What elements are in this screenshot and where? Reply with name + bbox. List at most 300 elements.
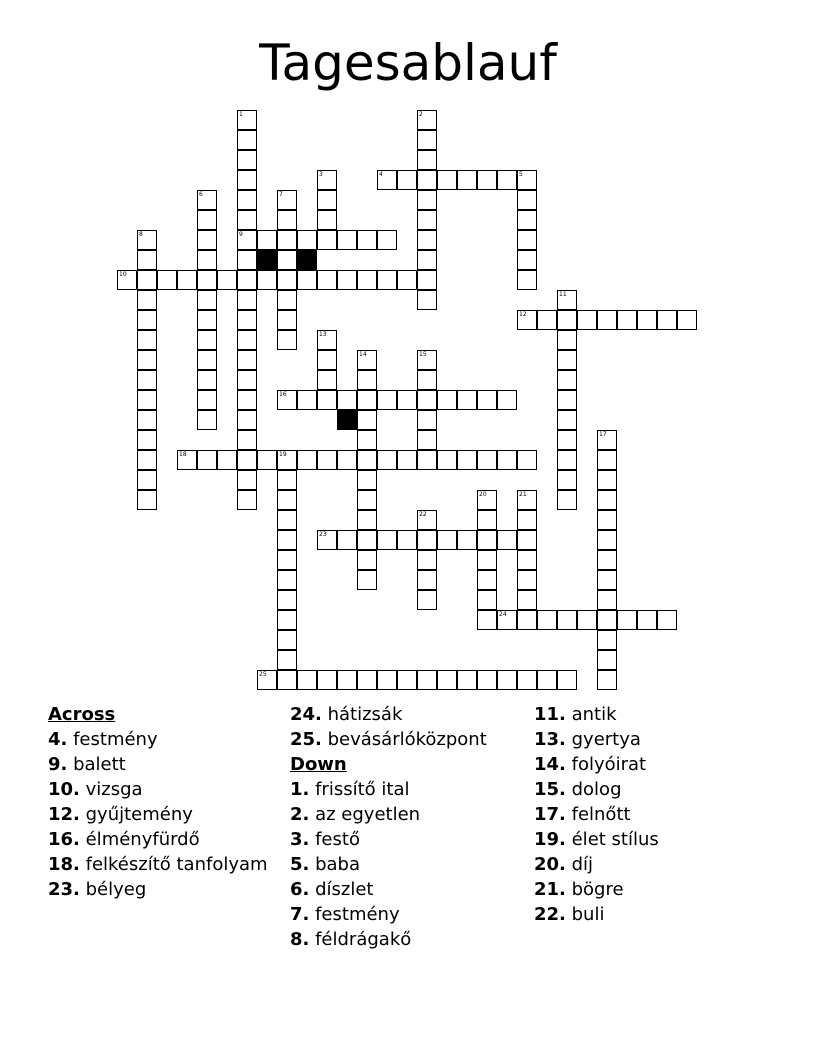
clue-number: 21 [519, 491, 527, 498]
grid-cell[interactable] [557, 330, 577, 350]
grid-cell[interactable] [137, 270, 157, 290]
grid-cell[interactable] [557, 470, 577, 490]
grid-cell[interactable] [417, 230, 437, 250]
grid-cell[interactable] [337, 670, 357, 690]
clue-text: felkészítő tanfolyam [79, 854, 268, 875]
grid-cell[interactable] [317, 390, 337, 410]
grid-cell[interactable] [277, 630, 297, 650]
grid-cell[interactable] [277, 190, 297, 210]
grid-cell[interactable] [417, 250, 437, 270]
grid-cell[interactable] [657, 310, 677, 330]
clue-item [290, 902, 530, 927]
grid-cell[interactable] [237, 470, 257, 490]
clue-item [290, 827, 530, 852]
grid-cell[interactable] [237, 290, 257, 310]
grid-cell[interactable] [277, 650, 297, 670]
grid-cell[interactable] [417, 270, 437, 290]
grid-cell[interactable] [197, 410, 217, 430]
clue-item [290, 802, 530, 827]
grid-cell[interactable] [317, 330, 337, 350]
grid-cell[interactable] [297, 270, 317, 290]
grid-cell[interactable] [597, 630, 617, 650]
grid-cell[interactable] [597, 550, 617, 570]
grid-cell[interactable] [237, 310, 257, 330]
grid-cell[interactable] [517, 450, 537, 470]
grid-cell[interactable] [657, 610, 677, 630]
grid-cell[interactable] [357, 390, 377, 410]
grid-cell[interactable] [417, 390, 437, 410]
grid-cell[interactable] [237, 430, 257, 450]
grid-cell[interactable] [597, 430, 617, 450]
grid-cell[interactable] [437, 390, 457, 410]
grid-cell[interactable] [137, 290, 157, 310]
grid-cell[interactable] [517, 510, 537, 530]
grid-cell[interactable] [157, 270, 177, 290]
clue-number-label: 5. [290, 854, 310, 875]
grid-cell[interactable] [237, 330, 257, 350]
grid-cell[interactable] [417, 350, 437, 370]
grid-cell[interactable] [577, 310, 597, 330]
grid-cell[interactable] [137, 310, 157, 330]
grid-cell[interactable] [317, 350, 337, 370]
grid-cell[interactable] [357, 270, 377, 290]
grid-cell[interactable] [417, 410, 437, 430]
clue-number-label: 13. [534, 729, 566, 750]
grid-cell[interactable] [517, 610, 537, 630]
grid-cell[interactable] [597, 570, 617, 590]
clue-number-label: 17. [534, 804, 566, 825]
grid-cell[interactable] [557, 610, 577, 630]
grid-cell[interactable] [517, 210, 537, 230]
clue-text: frissítő ital [309, 779, 410, 800]
grid-cell[interactable] [417, 210, 437, 230]
grid-cell[interactable] [237, 410, 257, 430]
grid-cell[interactable] [277, 450, 297, 470]
grid-cell[interactable] [477, 450, 497, 470]
clue-number: 18 [179, 451, 187, 458]
grid-cell[interactable] [557, 310, 577, 330]
grid-cell[interactable] [557, 390, 577, 410]
grid-cell[interactable] [477, 170, 497, 190]
grid-cell[interactable] [437, 530, 457, 550]
grid-cell[interactable] [237, 110, 257, 130]
grid-cell[interactable] [137, 370, 157, 390]
grid-cell[interactable] [277, 490, 297, 510]
grid-cell[interactable] [137, 230, 157, 250]
clue-number-label: 8. [290, 929, 310, 950]
grid-cell[interactable] [357, 350, 377, 370]
grid-cell[interactable] [397, 670, 417, 690]
grid-cell[interactable] [277, 670, 297, 690]
grid-cell[interactable] [497, 450, 517, 470]
grid-cell[interactable] [397, 530, 417, 550]
page-title: Tagesablauf [259, 34, 557, 92]
clue-text: balett [67, 754, 126, 775]
grid-block [337, 410, 357, 430]
grid-cell[interactable] [417, 450, 437, 470]
grid-cell[interactable] [197, 330, 217, 350]
grid-cell[interactable] [417, 290, 437, 310]
grid-cell[interactable] [277, 570, 297, 590]
grid-cell[interactable] [177, 270, 197, 290]
grid-cell[interactable] [457, 670, 477, 690]
grid-cell[interactable] [237, 190, 257, 210]
grid-cell[interactable] [597, 530, 617, 550]
grid-cell[interactable] [357, 470, 377, 490]
grid-cell[interactable] [417, 590, 437, 610]
grid-cell[interactable] [477, 590, 497, 610]
grid-cell[interactable] [117, 270, 137, 290]
grid-cell[interactable] [497, 390, 517, 410]
grid-cell[interactable] [357, 550, 377, 570]
clue-number: 2 [419, 111, 423, 118]
grid-cell[interactable] [477, 570, 497, 590]
grid-cell[interactable] [537, 610, 557, 630]
grid-cell[interactable] [357, 410, 377, 430]
grid-cell[interactable] [137, 470, 157, 490]
grid-cell[interactable] [317, 210, 337, 230]
clue-number: 22 [419, 511, 427, 518]
grid-cell[interactable] [597, 510, 617, 530]
grid-cell[interactable] [137, 350, 157, 370]
grid-cell[interactable] [477, 490, 497, 510]
clue-number-label: 25. [290, 729, 322, 750]
grid-cell[interactable] [597, 670, 617, 690]
grid-cell[interactable] [317, 230, 337, 250]
clue-text: festmény [67, 729, 158, 750]
grid-cell[interactable] [337, 270, 357, 290]
clue-item [534, 777, 774, 802]
grid-cell[interactable] [317, 370, 337, 390]
grid-cell[interactable] [257, 230, 277, 250]
grid-cell[interactable] [237, 210, 257, 230]
grid-cell[interactable] [197, 210, 217, 230]
grid-cell[interactable] [557, 350, 577, 370]
grid-cell[interactable] [637, 610, 657, 630]
grid-cell[interactable] [377, 230, 397, 250]
grid-cell[interactable] [297, 390, 317, 410]
grid-cell[interactable] [217, 450, 237, 470]
clue-item [48, 777, 278, 802]
clue-number: 8 [139, 231, 143, 238]
grid-cell[interactable] [597, 650, 617, 670]
grid-cell[interactable] [537, 670, 557, 690]
grid-cell[interactable] [317, 270, 337, 290]
grid-cell[interactable] [277, 590, 297, 610]
grid-cell[interactable] [397, 390, 417, 410]
grid-cell[interactable] [337, 230, 357, 250]
grid-cell[interactable] [517, 550, 537, 570]
clue-number-label: 4. [48, 729, 68, 750]
grid-cell[interactable] [377, 170, 397, 190]
grid-cell[interactable] [517, 590, 537, 610]
grid-cell[interactable] [477, 390, 497, 410]
grid-cell[interactable] [457, 170, 477, 190]
grid-block [257, 250, 277, 270]
grid-cell[interactable] [137, 490, 157, 510]
grid-cell[interactable] [417, 170, 437, 190]
clue-item [48, 727, 278, 752]
clue-number: 24 [499, 611, 507, 618]
clue-number-label: 12. [48, 804, 80, 825]
grid-cell[interactable] [477, 670, 497, 690]
grid-cell[interactable] [517, 530, 537, 550]
grid-cell[interactable] [257, 670, 277, 690]
grid-cell[interactable] [557, 290, 577, 310]
clue-number-label: 20. [534, 854, 566, 875]
grid-cell[interactable] [517, 310, 537, 330]
grid-cell[interactable] [357, 490, 377, 510]
grid-cell[interactable] [357, 430, 377, 450]
grid-cell[interactable] [517, 170, 537, 190]
grid-cell[interactable] [277, 510, 297, 530]
grid-cell[interactable] [237, 370, 257, 390]
grid-cell[interactable] [557, 410, 577, 430]
grid-cell[interactable] [517, 250, 537, 270]
grid-cell[interactable] [597, 450, 617, 470]
clue-number-label: 11. [534, 704, 566, 725]
grid-cell[interactable] [197, 290, 217, 310]
grid-cell[interactable] [517, 570, 537, 590]
clue-number: 16 [279, 391, 287, 398]
grid-cell[interactable] [437, 450, 457, 470]
clue-heading: Down [290, 754, 347, 775]
grid-cell[interactable] [197, 310, 217, 330]
clue-number: 19 [279, 451, 287, 458]
grid-block [297, 250, 317, 270]
grid-cell[interactable] [417, 570, 437, 590]
clue-text: féldrágakő [309, 929, 412, 950]
grid-cell[interactable] [617, 310, 637, 330]
grid-cell[interactable] [517, 190, 537, 210]
grid-cell[interactable] [197, 370, 217, 390]
grid-cell[interactable] [517, 670, 537, 690]
grid-cell[interactable] [477, 550, 497, 570]
grid-cell[interactable] [417, 430, 437, 450]
grid-cell[interactable] [477, 510, 497, 530]
grid-cell[interactable] [357, 510, 377, 530]
grid-cell[interactable] [217, 270, 237, 290]
grid-cell[interactable] [317, 670, 337, 690]
grid-cell[interactable] [377, 390, 397, 410]
grid-cell[interactable] [277, 330, 297, 350]
clue-number: 7 [279, 191, 283, 198]
grid-cell[interactable] [237, 350, 257, 370]
clue-text: bélyeg [79, 879, 147, 900]
clue-item [290, 727, 530, 752]
clue-number-label: 3. [290, 829, 310, 850]
clue-number-label: 10. [48, 779, 80, 800]
grid-cell[interactable] [417, 110, 437, 130]
grid-cell[interactable] [517, 230, 537, 250]
grid-cell[interactable] [537, 310, 557, 330]
grid-cell[interactable] [357, 230, 377, 250]
grid-cell[interactable] [417, 370, 437, 390]
grid-cell[interactable] [137, 330, 157, 350]
grid-cell[interactable] [137, 410, 157, 430]
grid-cell[interactable] [277, 210, 297, 230]
grid-cell[interactable] [137, 430, 157, 450]
grid-cell[interactable] [357, 370, 377, 390]
grid-cell[interactable] [257, 450, 277, 470]
grid-cell[interactable] [417, 530, 437, 550]
clue-number-label: 9. [48, 754, 68, 775]
grid-cell[interactable] [617, 610, 637, 630]
clue-text: felnőtt [565, 804, 631, 825]
grid-cell[interactable] [277, 530, 297, 550]
clue-number: 6 [199, 191, 203, 198]
clue-item [290, 702, 530, 727]
grid-cell[interactable] [517, 490, 537, 510]
clue-text: élet stílus [565, 829, 659, 850]
grid-cell[interactable] [237, 170, 257, 190]
grid-cell[interactable] [377, 670, 397, 690]
clue-item [48, 752, 278, 777]
grid-cell[interactable] [357, 570, 377, 590]
grid-cell[interactable] [497, 170, 517, 190]
clue-number-label: 19. [534, 829, 566, 850]
grid-cell[interactable] [557, 670, 577, 690]
grid-cell[interactable] [317, 530, 337, 550]
grid-cell[interactable] [477, 530, 497, 550]
clue-number: 17 [599, 431, 607, 438]
grid-cell[interactable] [197, 230, 217, 250]
grid-cell[interactable] [237, 390, 257, 410]
grid-cell[interactable] [277, 310, 297, 330]
grid-cell[interactable] [257, 270, 277, 290]
grid-cell[interactable] [677, 310, 697, 330]
clue-number: 11 [559, 291, 567, 298]
grid-cell[interactable] [417, 130, 437, 150]
grid-cell[interactable] [277, 270, 297, 290]
grid-cell[interactable] [237, 490, 257, 510]
clue-text: bevásárlóközpont [321, 729, 487, 750]
grid-cell[interactable] [377, 450, 397, 470]
grid-cell[interactable] [277, 390, 297, 410]
grid-cell[interactable] [377, 530, 397, 550]
clue-item [48, 877, 278, 902]
grid-cell[interactable] [237, 150, 257, 170]
clue-item [290, 777, 530, 802]
grid-cell[interactable] [197, 450, 217, 470]
clue-number-label: 14. [534, 754, 566, 775]
grid-cell[interactable] [297, 670, 317, 690]
clue-item [48, 852, 278, 877]
grid-cell[interactable] [437, 670, 457, 690]
grid-cell[interactable] [497, 530, 517, 550]
grid-cell[interactable] [177, 450, 197, 470]
clue-text: folyóirat [565, 754, 647, 775]
grid-cell[interactable] [557, 450, 577, 470]
grid-cell[interactable] [297, 450, 317, 470]
grid-cell[interactable] [597, 610, 617, 630]
clue-number: 23 [319, 531, 327, 538]
grid-cell[interactable] [577, 610, 597, 630]
grid-cell[interactable] [357, 450, 377, 470]
clue-text: dolog [565, 779, 622, 800]
grid-cell[interactable] [517, 270, 537, 290]
clue-number-label: 7. [290, 904, 310, 925]
grid-cell[interactable] [337, 450, 357, 470]
grid-cell[interactable] [557, 430, 577, 450]
clue-column-3 [534, 702, 774, 927]
grid-cell[interactable] [357, 670, 377, 690]
grid-cell[interactable] [497, 670, 517, 690]
grid-cell[interactable] [417, 550, 437, 570]
grid-cell[interactable] [597, 470, 617, 490]
grid-cell[interactable] [277, 470, 297, 490]
grid-cell[interactable] [317, 170, 337, 190]
grid-cell[interactable] [337, 390, 357, 410]
grid-cell[interactable] [477, 610, 497, 630]
grid-cell[interactable] [277, 290, 297, 310]
grid-cell[interactable] [637, 310, 657, 330]
grid-cell[interactable] [337, 530, 357, 550]
grid-cell[interactable] [457, 390, 477, 410]
clue-text: díj [565, 854, 594, 875]
grid-cell[interactable] [437, 170, 457, 190]
grid-cell[interactable] [557, 370, 577, 390]
grid-cell[interactable] [277, 250, 297, 270]
grid-cell[interactable] [237, 270, 257, 290]
clue-text: hátizsák [321, 704, 403, 725]
grid-cell[interactable] [397, 170, 417, 190]
grid-cell[interactable] [597, 310, 617, 330]
grid-cell[interactable] [317, 450, 337, 470]
grid-cell[interactable] [397, 270, 417, 290]
grid-cell[interactable] [197, 390, 217, 410]
grid-cell[interactable] [457, 530, 477, 550]
grid-cell[interactable] [357, 530, 377, 550]
grid-cell[interactable] [277, 610, 297, 630]
grid-cell[interactable] [237, 250, 257, 270]
grid-cell[interactable] [297, 230, 317, 250]
grid-cell[interactable] [137, 250, 157, 270]
grid-cell[interactable] [377, 270, 397, 290]
clue-number: 10 [119, 271, 127, 278]
grid-cell[interactable] [277, 230, 297, 250]
grid-cell[interactable] [397, 450, 417, 470]
grid-cell[interactable] [417, 670, 437, 690]
grid-cell[interactable] [317, 190, 337, 210]
grid-cell[interactable] [457, 450, 477, 470]
clue-text: buli [565, 904, 605, 925]
clue-text: gyertya [565, 729, 641, 750]
clue-item [534, 902, 774, 927]
grid-cell[interactable] [237, 130, 257, 150]
grid-cell[interactable] [197, 350, 217, 370]
grid-cell[interactable] [197, 190, 217, 210]
grid-cell[interactable] [197, 250, 217, 270]
grid-cell[interactable] [557, 490, 577, 510]
grid-cell[interactable] [417, 190, 437, 210]
clue-number-label: 23. [48, 879, 80, 900]
grid-cell[interactable] [417, 150, 437, 170]
grid-cell[interactable] [137, 450, 157, 470]
grid-cell[interactable] [137, 390, 157, 410]
clue-text: gyűjtemény [79, 804, 193, 825]
grid-cell[interactable] [497, 610, 517, 630]
grid-cell[interactable] [237, 450, 257, 470]
grid-cell[interactable] [597, 490, 617, 510]
grid-cell[interactable] [277, 550, 297, 570]
clue-number-label: 6. [290, 879, 310, 900]
grid-cell[interactable] [197, 270, 217, 290]
grid-cell[interactable] [237, 230, 257, 250]
clue-item [534, 877, 774, 902]
grid-cell[interactable] [417, 510, 437, 530]
grid-cell[interactable] [597, 590, 617, 610]
